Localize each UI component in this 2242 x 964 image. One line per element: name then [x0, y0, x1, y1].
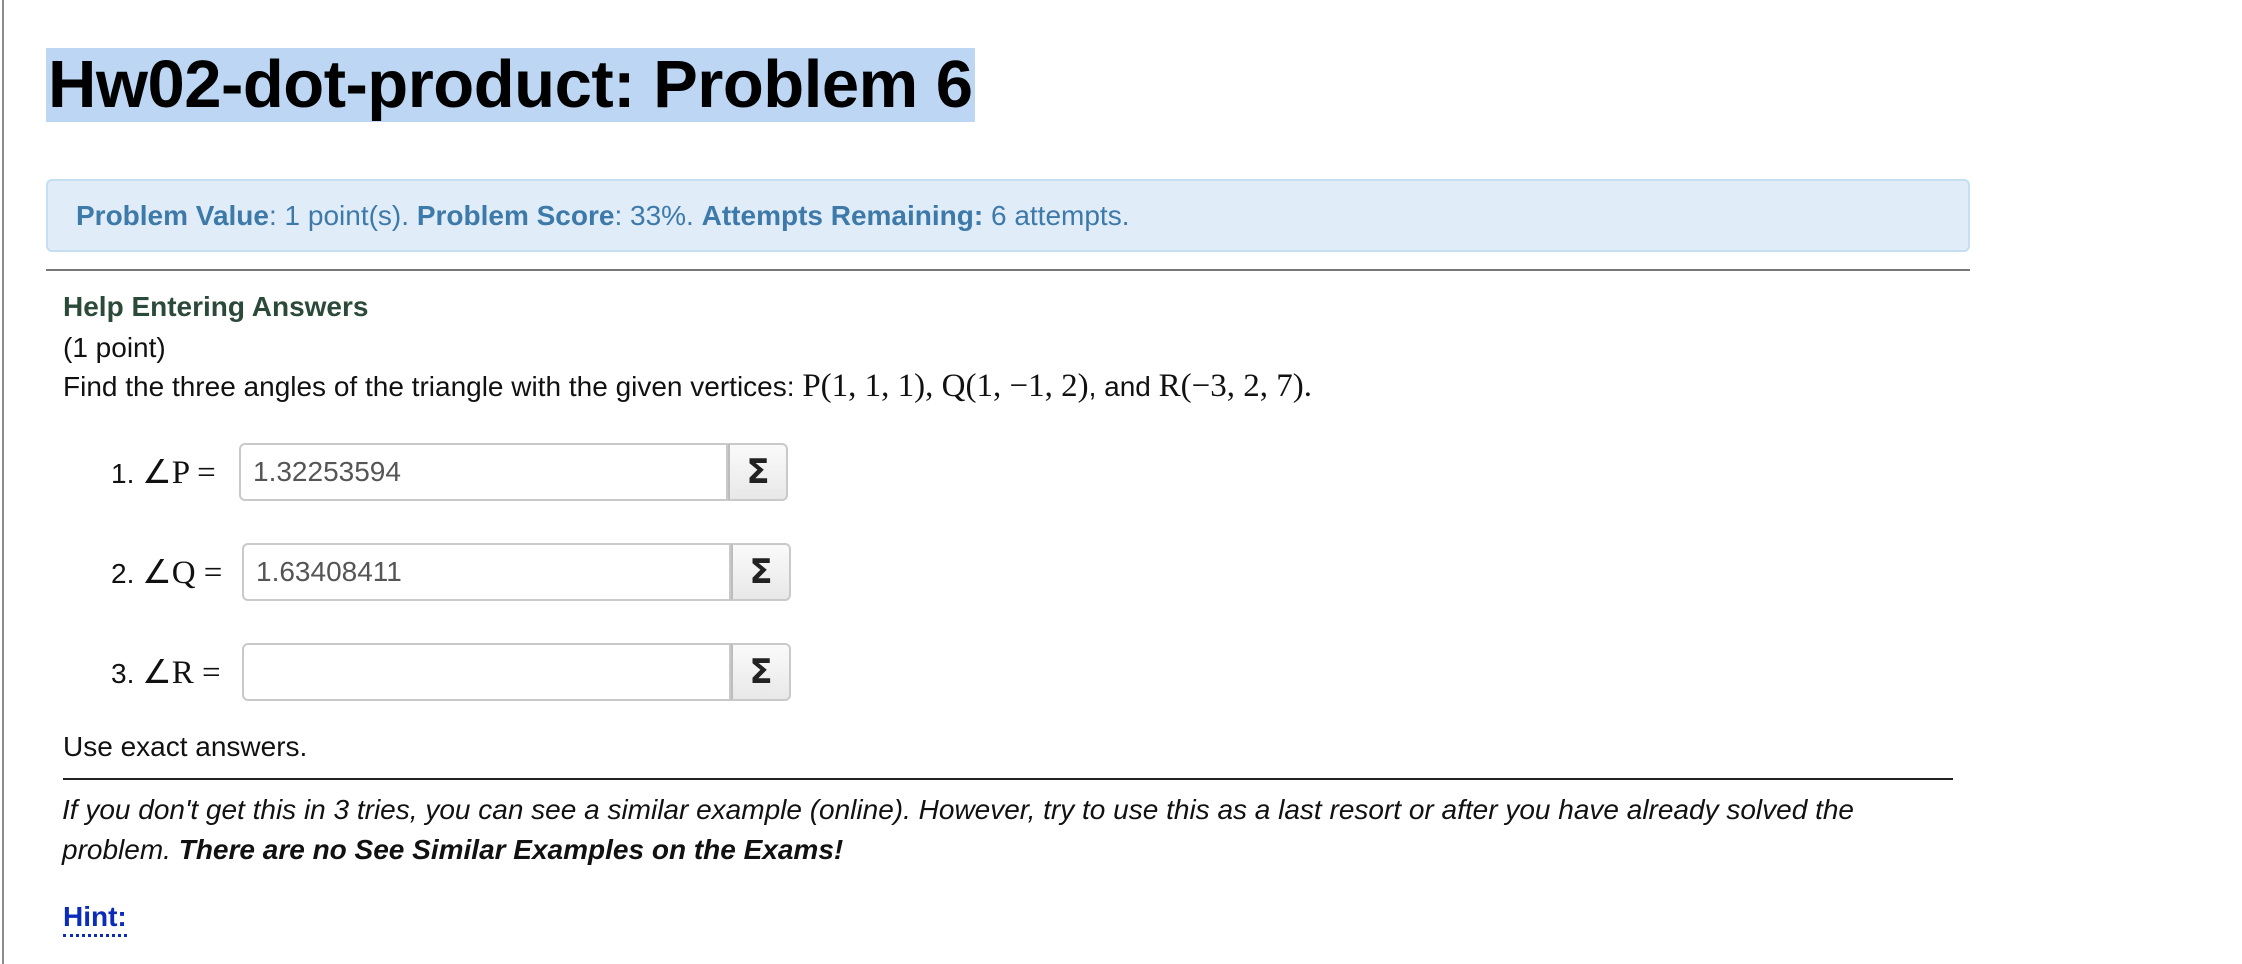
- equation-editor-button-p[interactable]: [728, 443, 788, 501]
- answer-label-r: [111, 652, 242, 692]
- problem-value-text: : 1 point(s).: [268, 200, 410, 231]
- equation-editor-button-q[interactable]: [731, 543, 791, 601]
- question-and: , and: [1088, 371, 1159, 402]
- problem-score-label: Problem Score: [416, 200, 615, 231]
- answer-label-p: [111, 452, 239, 492]
- attempts-remaining-text: 6 attempts.: [983, 200, 1130, 231]
- answer-row-p: [111, 441, 788, 503]
- answer-input-angle-p[interactable]: [239, 443, 728, 501]
- question-prefix: Find the three angles of the triangle with the given vertices:: [63, 371, 803, 402]
- equation-editor-button-r[interactable]: [731, 643, 791, 701]
- answer-number: 1.: [111, 458, 135, 489]
- answer-input-angle-q[interactable]: [242, 543, 731, 601]
- left-border: [2, 0, 4, 964]
- exact-answers-note: Use exact answers.: [63, 731, 308, 762]
- divider-bottom: [63, 778, 1953, 780]
- sigma-icon: Σ: [749, 552, 773, 592]
- problem-points: (1 point): [63, 332, 166, 363]
- problem-score-text: : 33%.: [614, 200, 694, 231]
- answer-number: 2.: [111, 558, 135, 589]
- vertex-q: Q(1, −1, 2): [941, 368, 1089, 404]
- answer-row-q: [111, 541, 791, 603]
- angle-p-math: ∠P =: [142, 455, 216, 491]
- page-title-container: [46, 48, 975, 122]
- answer-input-angle-r[interactable]: [242, 643, 731, 701]
- answer-label-q: [111, 552, 242, 592]
- page-title: Hw02-dot-product: Problem 6: [48, 47, 973, 122]
- sigma-icon: Σ: [746, 452, 770, 492]
- answer-number: 3.: [111, 658, 135, 689]
- hint-link[interactable]: Hint:: [63, 900, 127, 937]
- sigma-icon: Σ: [749, 652, 773, 692]
- divider-top: [46, 269, 1970, 271]
- similar-example-warning: There are no See Similar Examples on the Exams!: [178, 834, 844, 865]
- similar-example-note: [62, 790, 1962, 870]
- problem-value-label: Problem Value: [76, 200, 269, 231]
- problem-question: [63, 368, 1312, 405]
- vertex-p: P(1, 1, 1),: [802, 368, 942, 404]
- help-entering-answers-link[interactable]: Help Entering Answers: [63, 291, 369, 322]
- problem-info-box: [46, 179, 1970, 252]
- answer-row-r: [111, 641, 791, 703]
- similar-example-text: If you don't get this in 3 tries, you can see a similar example (online). However, try to use this as a last resort or after you have already solved the problem.: [62, 794, 1854, 865]
- angle-r-math: ∠R =: [142, 655, 221, 691]
- attempts-remaining-label: Attempts Remaining:: [701, 200, 984, 231]
- angle-q-math: ∠Q =: [142, 555, 223, 591]
- vertex-r: R(−3, 2, 7).: [1158, 368, 1312, 404]
